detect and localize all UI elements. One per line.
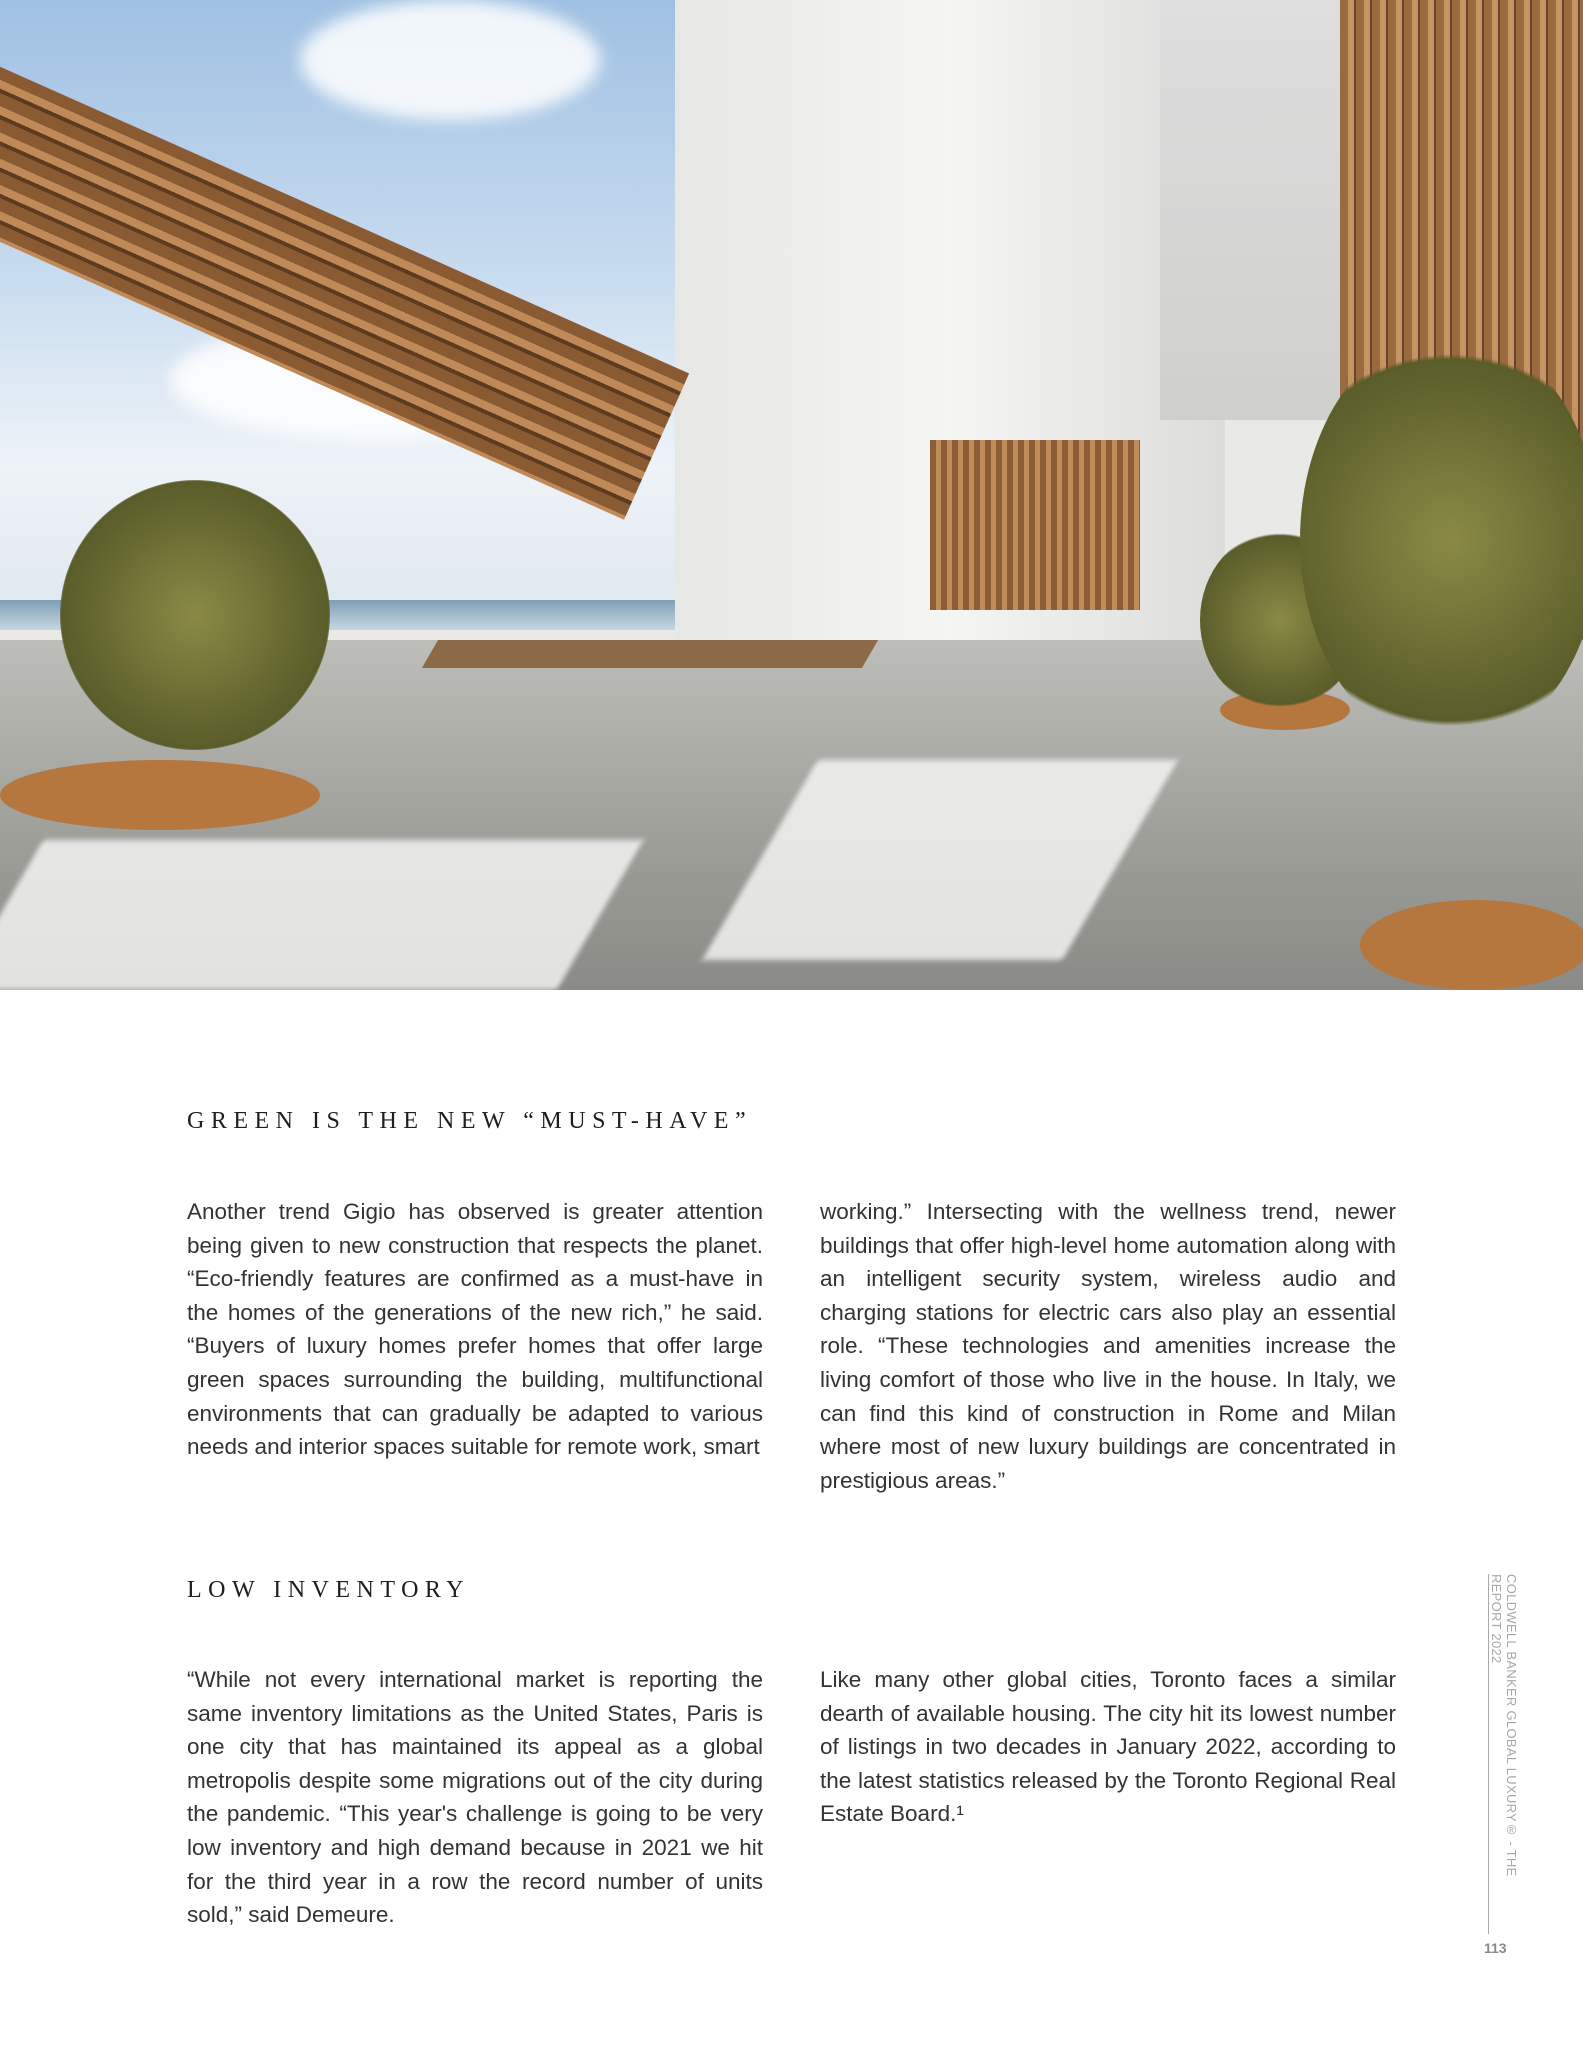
olive-tree [60,480,330,750]
body-text-right: working.” Intersecting with the wellness trend, newer buildings that offer high-level home automation along with an intelligent security system, wireless audio and charging stations for electric cars also play an essential role. “These technologies and amenities increase the living comfort of those who live in the house. In Italy, we can find this kind of construction in Rome and Milan where most of new luxury buildings are concentrated in prestigious areas.” [820,1199,1396,1493]
hero-interior-photo [0,0,1583,990]
body-text-left: “While not every international market is reporting the same inventory limitations as the United States, Paris is one city that has maintained its appeal as a global metropolis despite some migrations out of the city during the pandemic. “This year's challenge is going to be very low inventory and high demand because in 2021 we hit for the third year in a row the record number of units sold,” said Demeure. [187,1667,763,1928]
page-number: 113 [1484,1940,1507,1956]
dining-table [422,640,878,668]
section-heading-green: GREEN IS THE NEW “MUST-HAVE” [187,1108,753,1134]
section-heading-low-inventory: LOW INVENTORY [187,1577,470,1603]
body-text-right: Like many other global cities, Toronto faces a similar dearth of available housing. The city hit its lowest number of listings in two decades in January 2022, according to the latest statistics released by the Toronto Regional Real Estate Board.¹ [820,1667,1396,1827]
running-title: COLDWELL BANKER GLOBAL LUXURY® - THE REPORT 2022 [1488,1574,1519,1934]
body-text-left: Another trend Gigio has observed is greater attention being given to new construction that respects the planet. “Eco-friendly features are confirmed as a must-have in the homes of the generations of the new rich,” he said. “Buyers of luxury homes prefer homes that offer large green spaces surrounding the building, multifunctional environments that can gradually be adapted to various needs and interior spaces suitable for remote work, smart [187,1199,763,1460]
